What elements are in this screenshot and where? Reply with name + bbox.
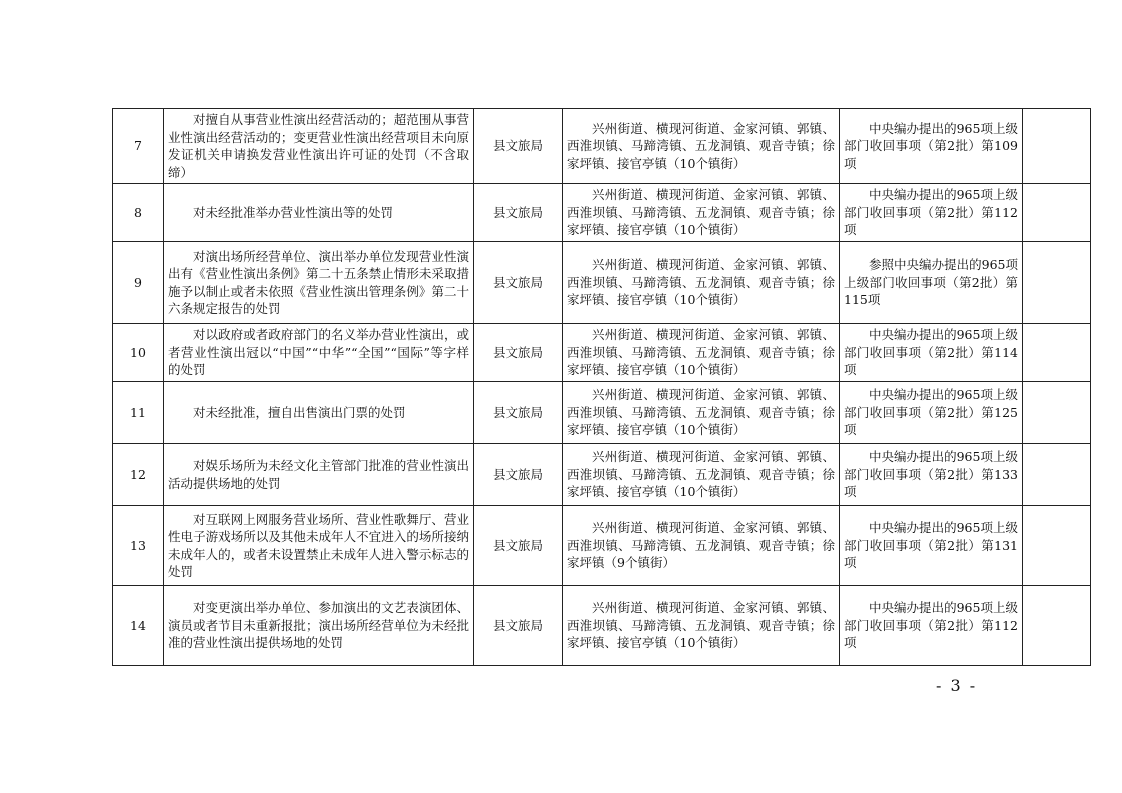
basis-cell: 中央编办提出的965项上级部门收回事项（第2批）第125项 (840, 382, 1023, 444)
department-cell: 县文旅局 (474, 184, 563, 242)
page-number: - 3 - (936, 676, 978, 695)
item-name-cell: 对变更演出举办单位、参加演出的文艺表演团体、演员或者节目未重新报批；演出场所经营单位为未经批准的营业性演出提供场地的处罚 (164, 586, 474, 666)
scope-cell: 兴州街道、横现河街道、金家河镇、郭镇、西淮坝镇、马蹄湾镇、五龙洞镇、观音寺镇；徐家坪镇、接官亭镇（10个镇街） (563, 382, 840, 444)
row-number-cell: 7 (113, 109, 164, 184)
item-name-cell: 对擅自从事营业性演出经营活动的；超范围从事营业性演出经营活动的；变更营业性演出经营项目未向原发证机关申请换发营业性演出许可证的处罚（不含取缔） (164, 109, 474, 184)
table-row (113, 109, 1091, 184)
row-number-cell: 12 (113, 444, 164, 506)
remarks-cell (1023, 586, 1091, 666)
scope-cell: 兴州街道、横现河街道、金家河镇、郭镇、西淮坝镇、马蹄湾镇、五龙洞镇、观音寺镇；徐家坪镇、接官亭镇（10个镇街） (563, 586, 840, 666)
table-row (113, 184, 1091, 242)
table-row (113, 444, 1091, 506)
department-cell: 县文旅局 (474, 506, 563, 586)
department-cell: 县文旅局 (474, 242, 563, 324)
remarks-cell (1023, 324, 1091, 382)
item-name-cell: 对互联网上网服务营业场所、营业性歌舞厅、营业性电子游戏场所以及其他未成年人不宜进入的场所接纳未成年人的，或者未设置禁止未成年人进入警示标志的处罚 (164, 506, 474, 586)
department-cell: 县文旅局 (474, 382, 563, 444)
remarks-cell (1023, 506, 1091, 586)
remarks-cell (1023, 444, 1091, 506)
scope-cell: 兴州街道、横现河街道、金家河镇、郭镇、西淮坝镇、马蹄湾镇、五龙洞镇、观音寺镇；徐家坪镇、接官亭镇（10个镇街） (563, 109, 840, 184)
department-cell: 县文旅局 (474, 444, 563, 506)
scope-cell: 兴州街道、横现河街道、金家河镇、郭镇、西淮坝镇、马蹄湾镇、五龙洞镇、观音寺镇；徐家坪镇、接官亭镇（10个镇街） (563, 324, 840, 382)
row-number-cell: 9 (113, 242, 164, 324)
row-number-cell: 14 (113, 586, 164, 666)
row-number-cell: 8 (113, 184, 164, 242)
item-name-cell: 对演出场所经营单位、演出举办单位发现营业性演出有《营业性演出条例》第二十五条禁止情形未采取措施予以制止或者未依照《营业性演出管理条例》第二十六条规定报告的处罚 (164, 242, 474, 324)
scope-cell: 兴州街道、横现河街道、金家河镇、郭镇、西淮坝镇、马蹄湾镇、五龙洞镇、观音寺镇；徐家坪镇、接官亭镇（10个镇街） (563, 242, 840, 324)
remarks-cell (1023, 242, 1091, 324)
scope-cell: 兴州街道、横现河街道、金家河镇、郭镇、西淮坝镇、马蹄湾镇、五龙洞镇、观音寺镇；徐家坪镇、接官亭镇（10个镇街） (563, 444, 840, 506)
row-number-cell: 10 (113, 324, 164, 382)
item-name-cell: 对未经批准举办营业性演出等的处罚 (164, 184, 474, 242)
item-name-cell: 对未经批准，擅自出售演出门票的处罚 (164, 382, 474, 444)
row-number-cell: 13 (113, 506, 164, 586)
remarks-cell (1023, 382, 1091, 444)
remarks-cell (1023, 184, 1091, 242)
department-cell: 县文旅局 (474, 324, 563, 382)
item-name-cell: 对娱乐场所为未经文化主管部门批准的营业性演出活动提供场地的处罚 (164, 444, 474, 506)
items-table (112, 108, 1091, 666)
department-cell: 县文旅局 (474, 109, 563, 184)
table-body (113, 109, 1091, 666)
remarks-cell (1023, 109, 1091, 184)
table-row (113, 586, 1091, 666)
row-number-cell: 11 (113, 382, 164, 444)
table-row (113, 382, 1091, 444)
scope-cell: 兴州街道、横现河街道、金家河镇、郭镇、西淮坝镇、马蹄湾镇、五龙洞镇、观音寺镇；徐家坪镇、接官亭镇（10个镇街） (563, 184, 840, 242)
basis-cell: 中央编办提出的965项上级部门收回事项（第2批）第109项 (840, 109, 1023, 184)
basis-cell: 中央编办提出的965项上级部门收回事项（第2批）第133项 (840, 444, 1023, 506)
basis-cell: 中央编办提出的965项上级部门收回事项（第2批）第112项 (840, 184, 1023, 242)
scope-cell: 兴州街道、横现河街道、金家河镇、郭镇、西淮坝镇、马蹄湾镇、五龙洞镇、观音寺镇；徐家坪镇（9个镇街） (563, 506, 840, 586)
department-cell: 县文旅局 (474, 586, 563, 666)
basis-cell: 参照中央编办提出的965项上级部门收回事项（第2批）第115项 (840, 242, 1023, 324)
basis-cell: 中央编办提出的965项上级部门收回事项（第2批）第114项 (840, 324, 1023, 382)
table-row (113, 506, 1091, 586)
basis-cell: 中央编办提出的965项上级部门收回事项（第2批）第131项 (840, 506, 1023, 586)
basis-cell: 中央编办提出的965项上级部门收回事项（第2批）第112项 (840, 586, 1023, 666)
item-name-cell: 对以政府或者政府部门的名义举办营业性演出，或者营业性演出冠以“中国”“中华”“全国”“国际”等字样的处罚 (164, 324, 474, 382)
table-row (113, 324, 1091, 382)
table-row (113, 242, 1091, 324)
